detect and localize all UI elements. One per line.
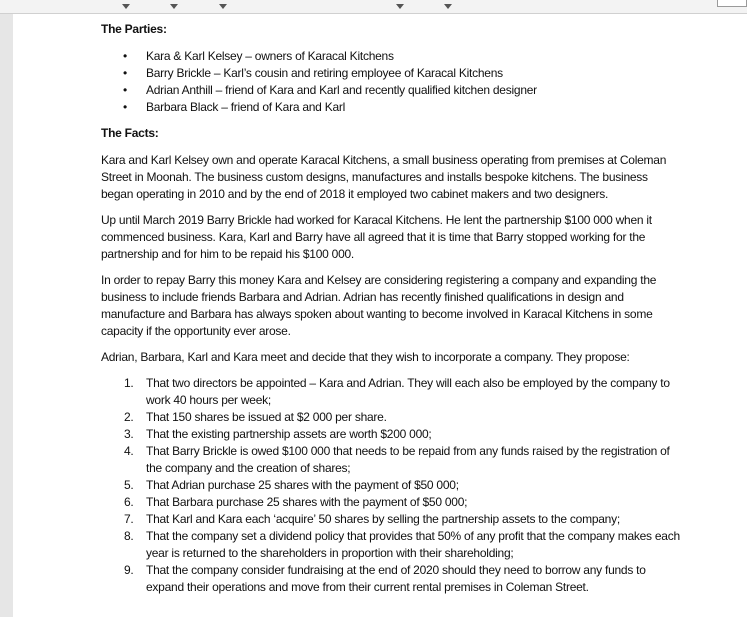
facts-paragraph: Up until March 2019 Barry Brickle had worked for Karacal Kitchens. He lent the partnership $100 000 when it commenced business. Kara, Karl and Barry have all agreed that it is time that Barry stopped working for the partnership and for him to be repaid his $100 000. — [101, 213, 652, 261]
parties-heading: The Parties: — [101, 22, 167, 36]
proposal-number: 5. — [124, 478, 134, 492]
tab-stop-marker[interactable] — [396, 4, 404, 9]
proposal-text: That two directors be appointed – Kara and Adrian. They will each also be employed by the company to work 40 hours per week; — [146, 376, 670, 407]
party-item: • Kara & Karl Kelsey – owners of Karacal Kitchens — [101, 48, 681, 65]
horizontal-ruler[interactable] — [0, 0, 747, 14]
tab-stop-marker[interactable] — [122, 4, 130, 9]
party-item: • Barry Brickle – Karl’s cousin and retiring employee of Karacal Kitchens — [101, 65, 681, 82]
tab-stop-marker[interactable] — [170, 4, 178, 9]
document-body[interactable] — [101, 21, 681, 596]
facts-heading: The Facts: — [101, 126, 159, 140]
proposal-item — [101, 426, 681, 443]
parties-list — [101, 48, 681, 116]
proposal-item — [101, 443, 681, 477]
tab-stop-marker[interactable] — [219, 4, 227, 9]
proposal-text: That Barry Brickle is owed $100 000 that needs to be repaid from any funds raised by the registration of the company and the creation of shares; — [146, 444, 670, 475]
proposal-item — [101, 477, 681, 494]
proposal-number: 4. — [124, 444, 134, 458]
facts-paragraph: Kara and Karl Kelsey own and operate Karacal Kitchens, a small business operating from premises at Coleman Street in Moonah. The business custom designs, manufactures and installs bespoke kitchens. The business began operating in 2010 and by the end of 2018 it employed two cabinet makers and two designers. — [101, 153, 667, 201]
proposal-item — [101, 562, 681, 596]
proposal-text: That 150 shares be issued at $2 000 per share. — [146, 410, 387, 424]
tab-stop-marker[interactable] — [444, 4, 452, 9]
proposal-text: That the company set a dividend policy that provides that 50% of any profit that the company makes each year is returned to the shareholders in proportion with their shareholding; — [146, 529, 680, 560]
proposal-item — [101, 375, 681, 409]
party-item: • Barbara Black – friend of Kara and Karl — [101, 99, 681, 116]
party-item: • Adrian Anthill – friend of Kara and Karl and recently qualified kitchen designer — [101, 82, 681, 99]
document-page[interactable] — [13, 14, 747, 617]
proposal-text: That Karl and Kara each ‘acquire’ 50 shares by selling the partnership assets to the company; — [146, 512, 620, 526]
proposal-text: That the company consider fundraising at the end of 2020 should they need to borrow any funds to expand their operations and move from their current rental premises in Coleman Street. — [146, 563, 646, 594]
proposal-number: 1. — [124, 376, 134, 390]
proposal-text: That the existing partnership assets are worth $200 000; — [146, 427, 432, 441]
proposal-number: 9. — [124, 563, 134, 577]
proposal-number: 6. — [124, 495, 134, 509]
proposal-text: That Adrian purchase 25 shares with the payment of $50 000; — [146, 478, 459, 492]
proposal-item — [101, 528, 681, 562]
proposal-number: 2. — [124, 410, 134, 424]
proposal-text: That Barbara purchase 25 shares with the payment of $50 000; — [146, 495, 468, 509]
ruler-corner-box — [717, 0, 747, 7]
proposal-item — [101, 409, 681, 426]
proposal-number: 7. — [124, 512, 134, 526]
proposals-list — [101, 375, 681, 596]
proposal-number: 8. — [124, 529, 134, 543]
proposal-item — [101, 494, 681, 511]
proposal-item — [101, 511, 681, 528]
facts-paragraph: Adrian, Barbara, Karl and Kara meet and decide that they wish to incorporate a company. They propose: — [101, 350, 630, 364]
facts-paragraph: In order to repay Barry this money Kara and Kelsey are considering registering a company and expanding the business to include friends Barbara and Adrian. Adrian has recently finished qualifications in design and manufacture and Barbara has always spoken about wanting to become involved in Karacal Kitchens in some capacity if the opportunity ever arose. — [101, 273, 657, 338]
proposal-number: 3. — [124, 427, 134, 441]
